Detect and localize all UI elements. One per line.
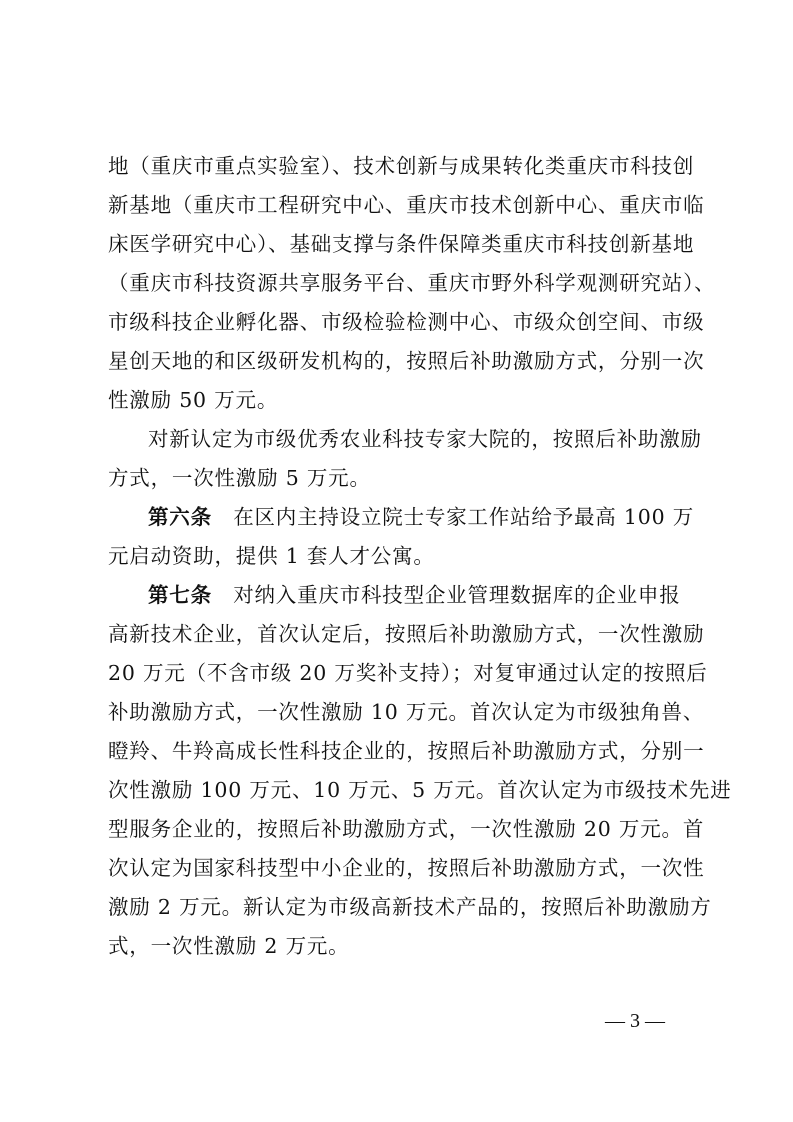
article-6-line [148,500,695,534]
article-6-line: 元启动资助，提供 1 套人才公寓。 [108,544,435,568]
article-7-line: 瞪羚、牛羚高成长性科技企业的，按照后补助激励方式，分别一 [108,739,705,763]
article-7-line: 次认定为国家科技型中小企业的，按照后补助激励方式，一次性 [108,856,705,880]
article-7-line: 补助激励方式，一次性激励 10 万元。首次认定为市级独角兽、 [108,700,705,724]
article-7-line: 型服务企业的，按照后补助激励方式，一次性激励 20 万元。首 [108,817,705,841]
article-7-line: 次性激励 100 万元、10 万元、5 万元。首次认定为市级技术先进 [108,778,732,802]
article-7-line: 式，一次性激励 2 万元。 [108,934,350,958]
paragraph-1-line: 性激励 50 万元。 [108,388,279,412]
article-7-text: 对纳入重庆市科技型企业管理数据库的企业申报 [211,583,681,607]
paragraph-1-line: 床医学研究中心）、基础支撑与条件保障类重庆市科技创新基地 [108,232,695,256]
paragraph-2-line: 方式，一次性激励 5 万元。 [108,466,371,490]
article-7-line: 激励 2 万元。新认定为市级高新技术产品的，按照后补助激励方 [108,895,712,919]
paragraph-1-line: 新基地（重庆市工程研究中心、重庆市技术创新中心、重庆市临 [108,193,705,217]
paragraph-1-line: 市级科技企业孵化器、市级检验检测中心、市级众创空间、市级 [108,310,705,334]
article-6-heading: 第六条 [148,505,212,529]
paragraph-1-line: （重庆市科技资源共享服务平台、重庆市野外科学观测研究站）、 [108,271,716,295]
article-6-text: 在区内主持设立院士专家工作站给予最高 100 万 [211,505,695,529]
paragraph-1-line: 地（重庆市重点实验室）、技术创新与成果转化类重庆市科技创 [108,154,695,178]
page-number: — 3 — [605,1010,665,1032]
article-7-line: 高新技术企业，首次认定后，按照后补助激励方式，一次性激励 [108,622,705,646]
article-7-line [148,578,688,612]
article-7-line: 20 万元（不含市级 20 万奖补支持）；对复审通过认定的按照后 [108,661,708,685]
article-7-heading: 第七条 [148,583,212,607]
paragraph-1-line: 星创天地的和区级研发机构的，按照后补助激励方式，分别一次 [108,349,705,373]
paragraph-2-line: 对新认定为市级优秀农业科技专家大院的，按照后补助激励 [148,427,702,451]
